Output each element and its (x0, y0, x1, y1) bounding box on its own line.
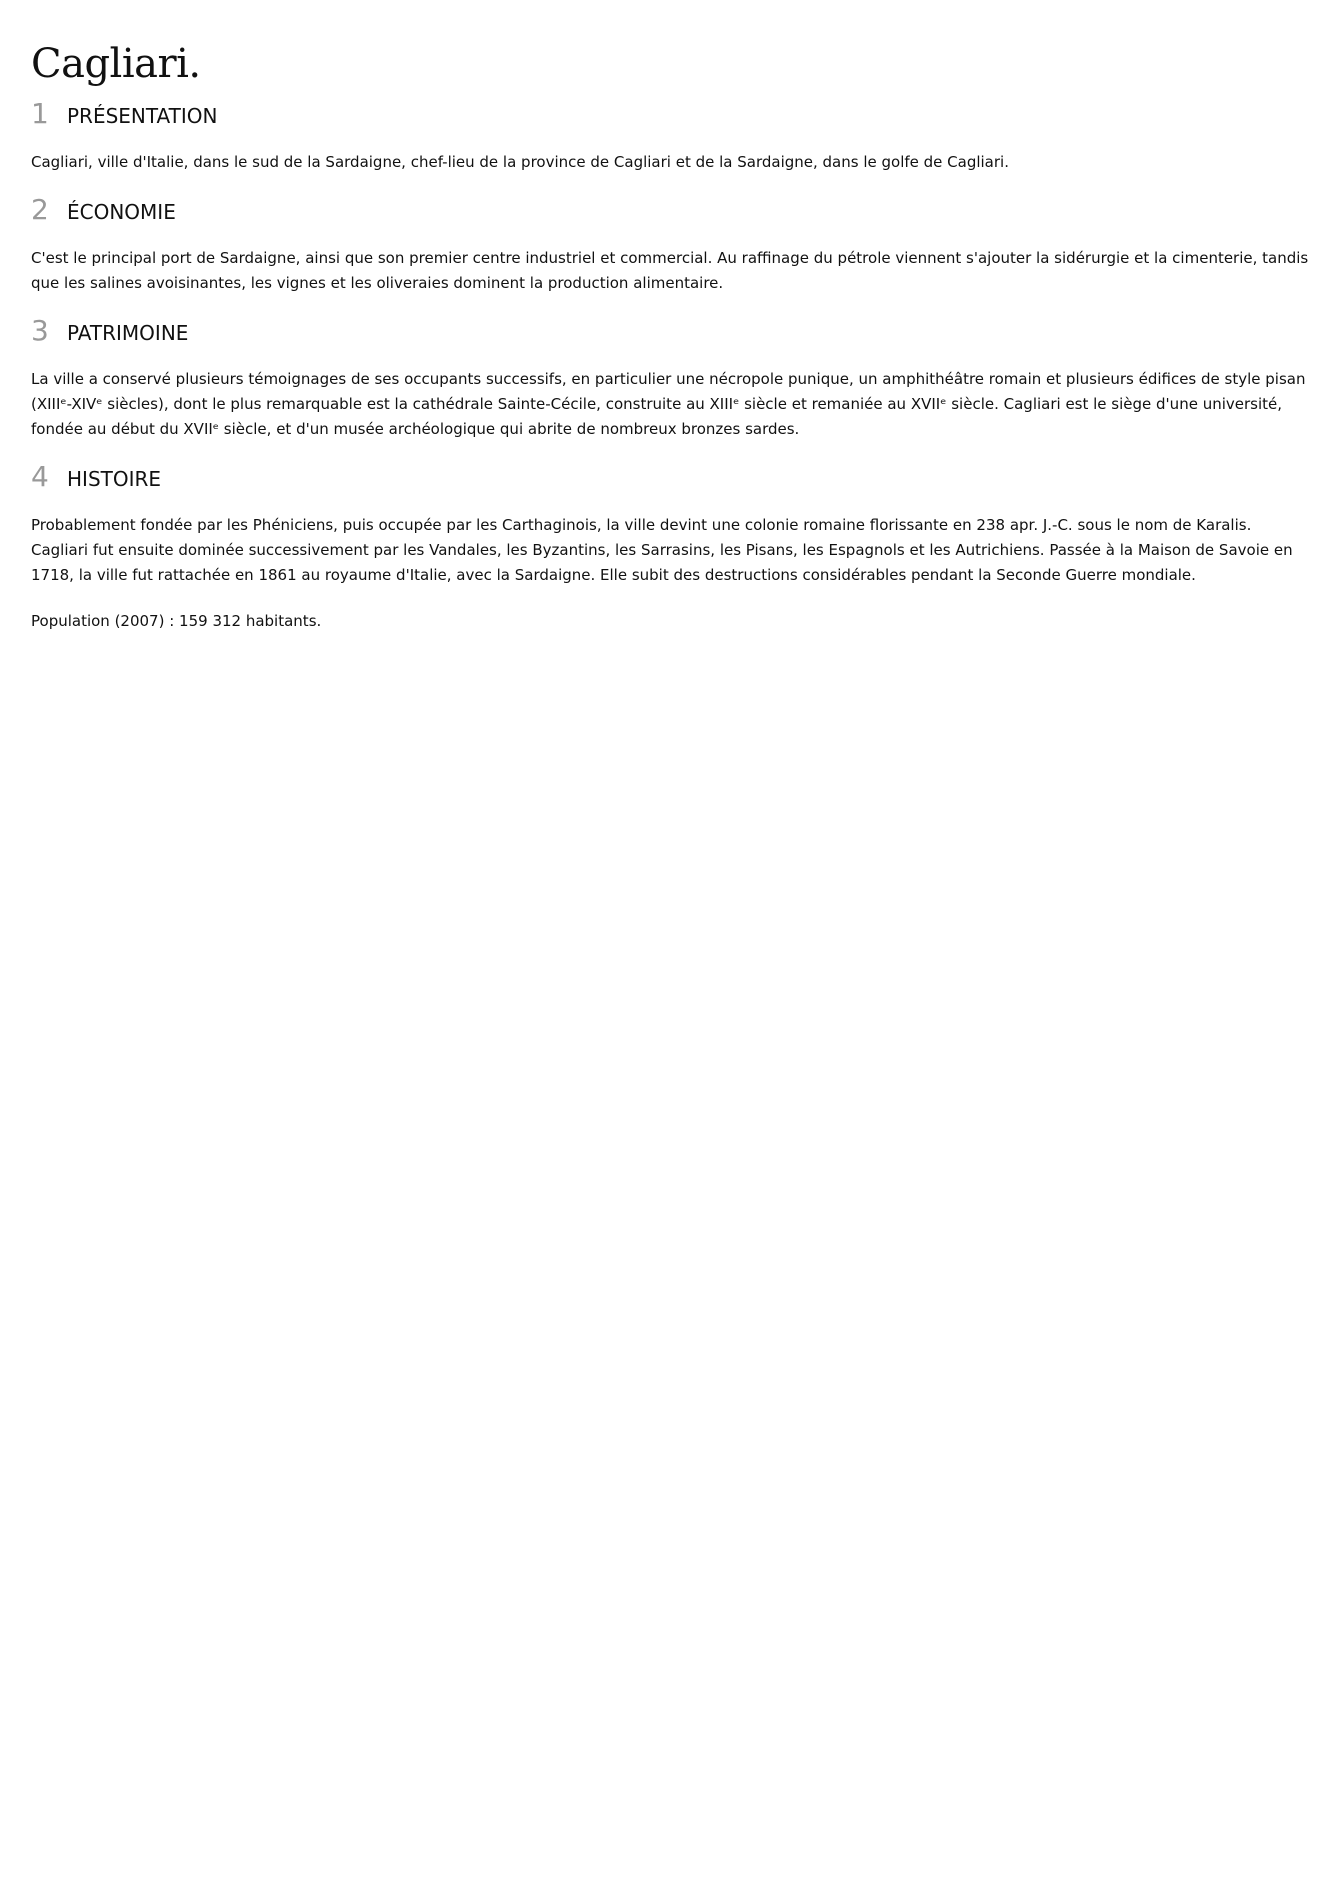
section-heading (31, 460, 1313, 493)
section-number: 2 (31, 193, 49, 226)
document-page (31, 40, 1313, 634)
section-title: PRÉSENTATION (67, 104, 218, 128)
section-number: 1 (31, 97, 49, 130)
section-number: 3 (31, 314, 49, 347)
population-note: Population (2007) : 159 312 habitants. (31, 612, 322, 630)
section-heading (31, 193, 1313, 226)
section-presentation (31, 97, 1313, 175)
section-paragraph: C'est le principal port de Sardaigne, ainsi que son premier centre industriel et commercial. Au raffinage du pétrole viennent s'ajouter la sidérurgie et la cimenterie, tandis que les salines avoisinantes, les vignes et les oliveraies dominent la production alimentaire. (31, 249, 1309, 292)
section-heading (31, 97, 1313, 130)
document-title: Cagliari. (31, 41, 201, 87)
section-paragraph: Cagliari, ville d'Italie, dans le sud de la Sardaigne, chef-lieu de la province de Cagliari et de la Sardaigne, dans le golfe de Cagliari. (31, 153, 1009, 171)
section-title: HISTOIRE (67, 467, 162, 491)
section-economie (31, 193, 1313, 296)
section-heading (31, 314, 1313, 347)
section-title: PATRIMOINE (67, 321, 189, 345)
section-number: 4 (31, 460, 49, 493)
section-histoire (31, 460, 1313, 588)
section-paragraph: Probablement fondée par les Phéniciens, puis occupée par les Carthaginois, la ville devint une colonie romaine florissante en 238 apr. J.-C. sous le nom de Karalis. Cagliari fut ensuite dominée successivement par les Vandales, les Byzantins, les Sarrasins, les Pisans, les Espagnols et les Autrichiens. Passée à la Maison de Savoie en 1718, la ville fut rattachée en 1861 au royaume d'Italie, avec la Sardaigne. Elle subit des destructions considérables pendant la Seconde Guerre mondiale. (31, 516, 1293, 584)
section-title: ÉCONOMIE (67, 200, 176, 224)
section-patrimoine (31, 314, 1313, 442)
section-paragraph: La ville a conservé plusieurs témoignages de ses occupants successifs, en particulier une nécropole punique, un amphithéâtre romain et plusieurs édifices de style pisan (XIIIᵉ-XIVᵉ siècles), dont le plus remarquable est la cathédrale Sainte-Cécile, construite au XIIIᵉ siècle et remaniée au XVIIᵉ siècle. Cagliari est le siège d'une université, fondée au début du XVIIᵉ siècle, et d'un musée archéologique qui abrite de nombreux bronzes sardes. (31, 370, 1306, 438)
